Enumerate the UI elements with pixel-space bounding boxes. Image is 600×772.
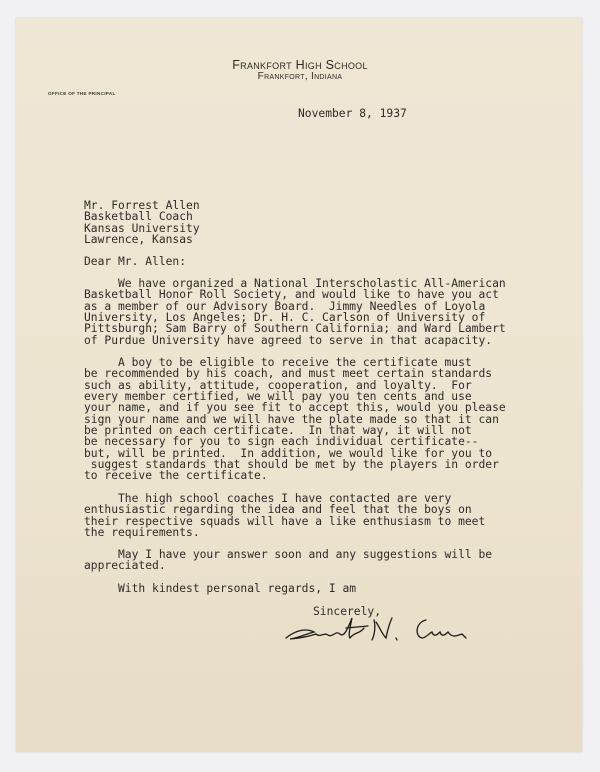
text-line: A boy to be eligible to receive the certificate must: [84, 356, 472, 369]
text-line: as a member of our Advisory Board. Jimmy Needles of Loyola: [84, 299, 486, 313]
salutation: Dear Mr. Allen:: [84, 255, 187, 268]
text-line: Basketball Honor Roll Society, and would like to have you act: [84, 288, 499, 302]
text-line: suggest standards that should be met by the players in order: [84, 458, 499, 472]
paragraph-4: [84, 549, 492, 572]
text-line: be recommended by his coach, and must meet certain standards: [84, 367, 493, 381]
text-line: your name, and if you see fit to accept this, would you please: [84, 401, 506, 415]
text-line: but, will be printed. In addition, we would like for you to: [84, 446, 493, 460]
text-line: such as ability, attitude, cooperation, and loyalty. For: [84, 378, 472, 392]
text-line: be printed on each certificate. In that way, it will not: [84, 424, 472, 438]
text-line: With kindest personal regards, I am: [84, 582, 357, 595]
text-line: the requirements.: [84, 526, 200, 540]
text-line: The high school coaches I have contacted are very: [84, 492, 452, 505]
text-line: sign your name and we will have the plate made so that it can: [84, 412, 499, 426]
handwritten-signature: [276, 605, 476, 648]
address-line: Kansas University: [84, 221, 200, 235]
text-line: to receive the certificate.: [84, 469, 268, 483]
letterhead-office: OFFICE OF THE PRINCIPAL: [48, 91, 116, 96]
text-line: every member certified, we will pay you ten cents and use: [84, 390, 472, 404]
text-line: appreciated.: [84, 559, 166, 573]
closing: Sincerely,: [313, 605, 382, 618]
recipient-address: [84, 200, 200, 245]
text-line: their respective squads will have a like enthusiasm to meet: [84, 514, 486, 528]
paragraph-3: [84, 493, 485, 538]
text-line: of Purdue University have agreed to serve in that acapacity.: [84, 333, 493, 347]
letter-date: November 8, 1937: [298, 107, 407, 120]
paragraph-1: [84, 278, 506, 346]
text-line: enthusiastic regarding the idea and feel that the boys on: [84, 503, 472, 517]
letterhead-school: Frankfort High School: [232, 58, 368, 72]
text-line: be necessary for you to sign each individual certificate--: [84, 435, 479, 449]
text-line: Pittsburgh; Sam Barry of Southern California; and Ward Lambert: [84, 322, 506, 336]
text-line: University, Los Angeles; Dr. H. C. Carlson of University of: [84, 311, 486, 325]
address-line: Lawrence, Kansas: [84, 233, 193, 247]
text-line: We have organized a National Interscholastic All-American: [84, 277, 506, 290]
letterhead-city: Frankfort, Indiana: [257, 71, 343, 82]
address-line: Mr. Forrest Allen: [84, 199, 200, 212]
paragraph-5: [84, 583, 356, 594]
paragraph-2: [84, 357, 506, 482]
address-line: Basketball Coach: [84, 210, 193, 224]
text-line: May I have your answer soon and any suggestions will be: [84, 548, 493, 561]
